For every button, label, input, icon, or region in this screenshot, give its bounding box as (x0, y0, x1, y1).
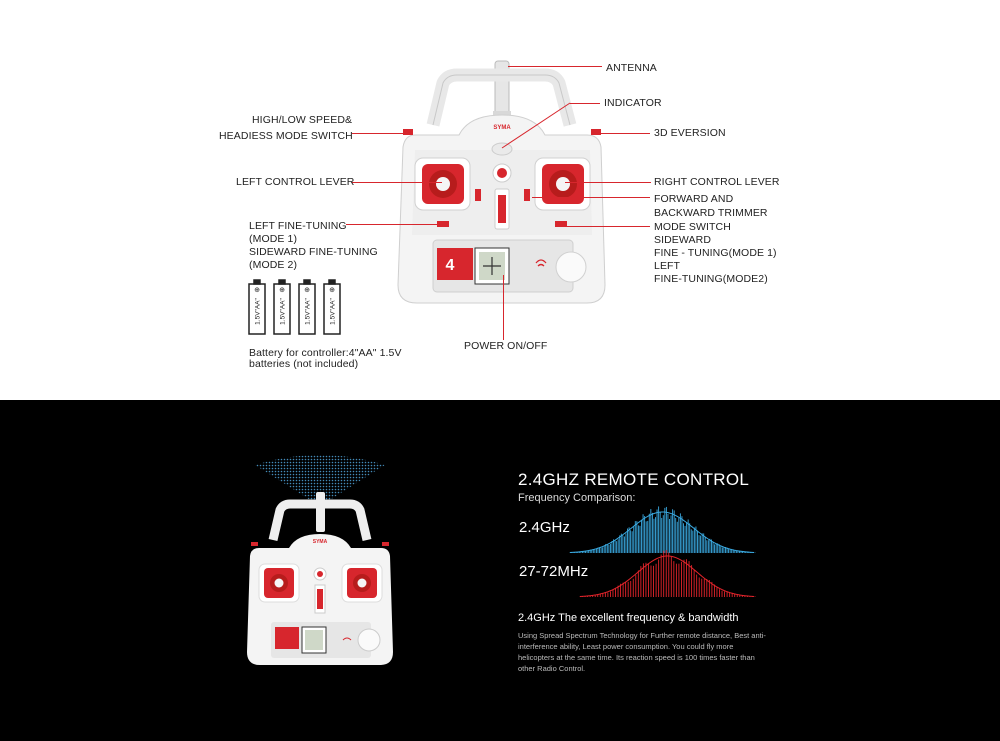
label-speed-switch-1: HIGH/LOW SPEED& (252, 114, 353, 126)
leader-right-lever (565, 182, 651, 183)
frequency-headline: 2.4GHz The excellent frequency & bandwidth (518, 612, 739, 624)
section-title: 2.4GHZ REMOTE CONTROL (518, 470, 750, 489)
leader-speed-switch (352, 133, 407, 134)
leader-fb-trim (532, 197, 650, 198)
label-power: POWER ON/OFF (464, 340, 548, 352)
svg-text:⊕: ⊕ (254, 287, 260, 294)
leader-left-fine (346, 224, 444, 225)
label-left-fine-3: SIDEWARD FINE-TUNING (249, 246, 378, 258)
label-antenna: ANTENNA (606, 62, 657, 74)
svg-text:⊕: ⊕ (329, 287, 335, 294)
leader-indicator-diag (500, 103, 572, 153)
svg-text:SYMA: SYMA (312, 539, 328, 545)
battery-caption-1: Battery for controller:4"AA" 1.5V (249, 347, 402, 359)
battery-text-3: 1.5V"AA" (304, 298, 312, 325)
svg-text:⊕: ⊕ (279, 287, 285, 294)
label-fb-trim-2: BACKWARD TRIMMER (654, 207, 768, 219)
leader-antenna (508, 66, 602, 67)
label-sideward-1: SIDEWARD (654, 234, 711, 246)
svg-text:4: 4 (445, 257, 455, 274)
leader-mode-switch (560, 226, 650, 227)
leader-left-lever (352, 182, 442, 183)
section-subtitle: Frequency Comparison: (518, 492, 636, 504)
label-mode-switch: MODE SWITCH (654, 221, 731, 233)
leader-indicator (570, 103, 600, 104)
label-right-lever: RIGHT CONTROL LEVER (654, 176, 780, 188)
label-left-fine-1: LEFT FINE-TUNING (249, 220, 347, 232)
battery-group (246, 278, 346, 338)
leader-power (503, 275, 504, 340)
label-left-fine-4: (MODE 2) (249, 259, 298, 271)
label-eversion: 3D EVERSION (654, 127, 726, 139)
label-sideward-3: LEFT (654, 260, 681, 272)
leader-eversion (595, 133, 650, 134)
svg-text:SYMA: SYMA (493, 125, 511, 131)
frequency-label-27-72mhz: 27-72MHz (519, 563, 589, 580)
wave-24ghz (570, 508, 755, 553)
battery-text-1: 1.5V"AA" (254, 298, 262, 325)
label-sideward-4: FINE-TUNING(MODE2) (654, 273, 768, 285)
remote-controller-small (245, 490, 395, 670)
label-indicator: INDICATOR (604, 97, 662, 109)
frequency-label-24ghz: 2.4GHz (519, 519, 570, 536)
svg-text:⊕: ⊕ (304, 287, 310, 294)
battery-text-4: 1.5V"AA" (329, 298, 337, 325)
label-sideward-2: FINE - TUNING(MODE 1) (654, 247, 777, 259)
label-speed-switch-2: HEADIESS MODE SWITCH (219, 130, 353, 142)
frequency-section (0, 400, 1000, 741)
label-fb-trim-1: FORWARD AND (654, 193, 734, 205)
battery-text-2: 1.5V"AA" (279, 298, 287, 325)
label-left-lever: LEFT CONTROL LEVER (236, 176, 355, 188)
frequency-description: Using Spread Spectrum Technology for Further remote distance, Best anti-interference ability, Least power consumption. You could fly more helicopters at the same time. Its reaction speed is 100 times faster than other Radio Control. (518, 631, 766, 673)
battery-caption-2: batteries (not included) (249, 358, 359, 370)
wave-27-72mhz (580, 552, 755, 597)
label-left-fine-2: (MODE 1) (249, 233, 298, 245)
